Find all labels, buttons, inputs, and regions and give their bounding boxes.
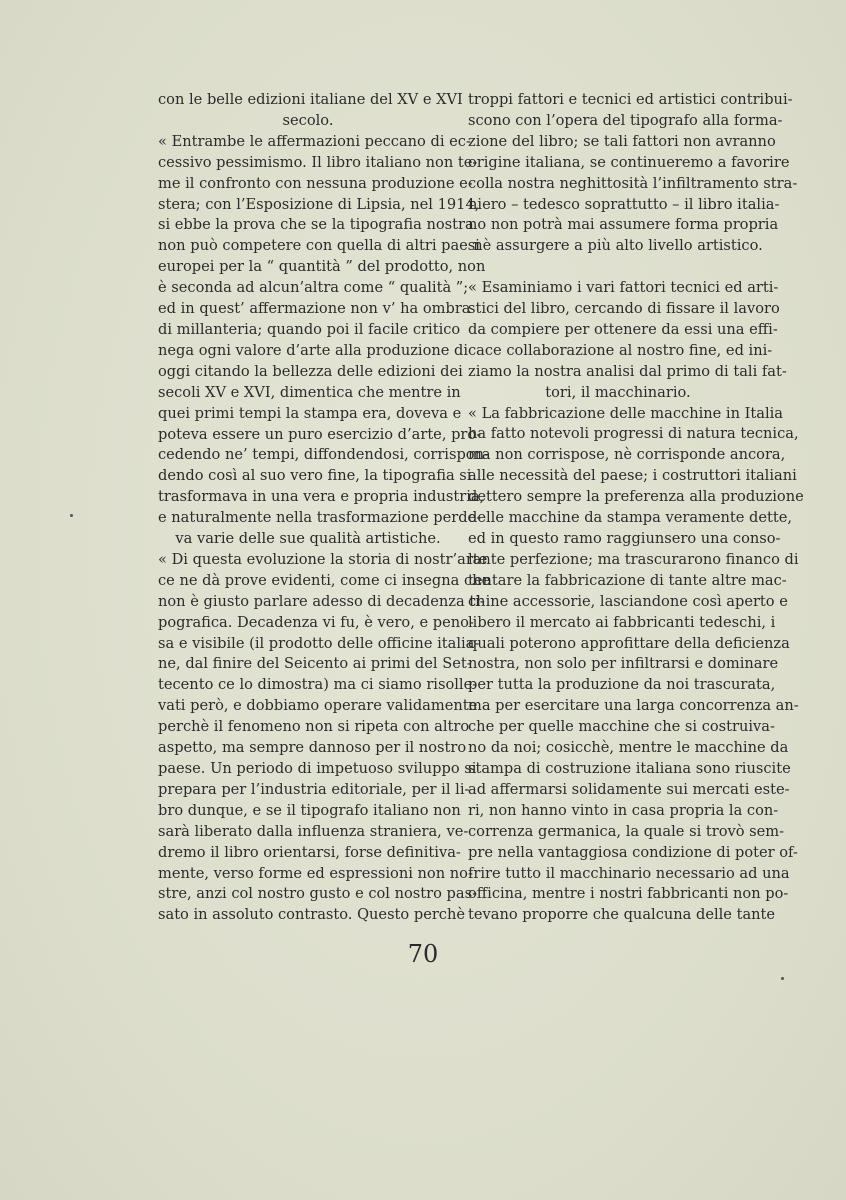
text-line: nostra, non solo per infiltrarsi e dominare: [468, 655, 779, 673]
text-line: prepara per l’industria editoriale, per il li-: [158, 780, 470, 798]
text-line: ad affermarsi solidamente sui mercati este-: [468, 780, 790, 798]
text-line: oggi citando la bellezza delle edizioni dei: [158, 362, 463, 380]
text-line: europei per la “ quantità ” del prodotto, non: [158, 258, 486, 276]
text-line: colla nostra neghittosità l’infiltramento stra-: [468, 174, 798, 192]
text-line: trasformava in una vera e propria industria,: [158, 488, 485, 506]
text-line: delle macchine da stampa veramente dette,: [468, 509, 793, 527]
text-line: vati però, e dobbiamo operare validamente: [158, 697, 478, 715]
text-line: va varie delle sue qualità artistiche.: [175, 530, 441, 548]
text-line: che per quelle macchine che si costruiva-: [468, 718, 775, 736]
text-line: [468, 257, 768, 278]
text-line: ma non corrispose, nè corrisponde ancora,: [468, 446, 786, 464]
text-line: cace collaborazione al nostro fine, ed ini-: [468, 341, 773, 359]
text-line: origine italiana, se continueremo a favorire: [468, 153, 790, 171]
text-line: si ebbe la prova che se la tipografia nostra: [158, 216, 474, 234]
text-line: tecento ce lo dimostra) ma ci siamo risolle-: [158, 676, 478, 694]
text-line: ri, non hanno vinto in casa propria la con-: [468, 801, 779, 819]
text-line: officina, mentre i nostri fabbricanti non po-: [468, 885, 789, 903]
text-line: tevano proporre che qualcuna delle tante: [468, 906, 776, 924]
text-line: lante perfezione; ma trascurarono financo di: [468, 550, 799, 568]
text-line: poteva essere un puro esercizio d’arte, pro-: [158, 425, 482, 443]
text-line: aspetto, ma sempre dannoso per il nostro: [158, 739, 467, 757]
text-line: quei primi tempi la stampa era, doveva e: [158, 404, 462, 422]
text-line: stici del libro, cercando di fissare il lavoro: [468, 300, 780, 318]
text-line: bro dunque, e se il tipografo italiano non: [158, 801, 461, 819]
text-line: stera; con l’Esposizione di Lipsia, nel 1914,: [158, 195, 480, 213]
text-line: secolo.: [282, 111, 334, 129]
text-line: di millanteria; quando poi il facile critico: [158, 320, 461, 338]
text-line: pografica. Decadenza vi fu, è vero, e peno-: [158, 613, 474, 631]
text-line: chine accessorie, lasciandone così aperto e: [468, 592, 788, 610]
text-line: tentare la fabbricazione di tante altre mac-: [468, 571, 787, 589]
text-line: niero – tedesco soprattutto – il libro italia-: [468, 195, 780, 213]
text-line: alle necessità del paese; i costruttori italiani: [468, 467, 797, 485]
text-line: dettero sempre la preferenza alla produzione: [468, 488, 804, 506]
right-text-column: [468, 90, 804, 926]
text-line: cedendo ne’ tempi, diffondendosi, corrispon-: [158, 446, 489, 464]
text-line: zione del libro; se tali fattori non avranno: [468, 132, 776, 150]
text-line: sato in assoluto contrasto. Questo perchè: [158, 906, 466, 924]
text-line: « Entrambe le affermazioni peccano di ec-: [158, 132, 471, 150]
text-line: secoli XV e XVI, dimentica che mentre in: [158, 383, 461, 401]
text-line: ma per esercitare una larga concorrenza an-: [468, 697, 799, 715]
text-line: « Esaminiamo i vari fattori tecnici ed arti-: [468, 279, 779, 297]
text-line: cessivo pessimismo. Il libro italiano non te-: [158, 153, 478, 171]
text-line: ne, dal finire del Seicento ai primi del Set-: [158, 655, 472, 673]
text-line: no non potrà mai assumere forma propria: [468, 216, 779, 234]
text-line: non è giusto parlare adesso di decadenza ti-: [158, 592, 485, 610]
text-line: sa e visibile (il prodotto delle officine italia-: [158, 634, 480, 652]
page-number: 70: [407, 940, 439, 968]
paper-speck: [781, 977, 784, 980]
text-line: e naturalmente nella trasformazione perde-: [158, 509, 482, 527]
text-line: perchè il fenomeno non si ripeta con altro: [158, 718, 470, 736]
text-line: mente, verso forme ed espressioni non no-: [158, 864, 473, 882]
text-line: ce ne dà prove evidenti, come ci insegna che: [158, 571, 491, 589]
text-line: libero il mercato ai fabbricanti tedeschi, i: [468, 613, 776, 631]
paper-speck: [70, 514, 73, 517]
text-line: dendo così al suo vero fine, la tipografia si: [158, 467, 472, 485]
text-line: tori, il macchinario.: [545, 383, 691, 401]
text-line: stampa di costruzione italiana sono riuscite: [468, 759, 791, 777]
text-line: paese. Un periodo di impetuoso sviluppo si: [158, 760, 477, 777]
text-line: dremo il libro orientarsi, forse definitiva-: [158, 843, 461, 861]
text-line: nega ogni valore d’arte alla produzione di: [158, 341, 469, 359]
text-line: no da noi; cosicchè, mentre le macchine da: [468, 739, 789, 757]
left-text-column: [158, 90, 491, 926]
text-line: è seconda ad alcun’altra come “ qualità ”;: [158, 279, 469, 297]
text-line: frire tutto il macchinario necessario ad una: [468, 864, 790, 882]
text-line: non può competere con quella di altri paesi: [158, 237, 480, 255]
text-line: da compiere per ottenere da essi una effi-: [468, 320, 778, 338]
text-line: me il confronto con nessuna produzione e-: [158, 174, 473, 192]
text-line: ha fatto notevoli progressi di natura tecnica,: [468, 425, 799, 443]
text-line: nè assurgere a più alto livello artistico.: [473, 237, 763, 255]
text-line: « Di questa evoluzione la storia di nostr’arte: [158, 550, 488, 568]
text-line: per tutta la produzione da noi trascurata,: [468, 676, 776, 694]
text-line: scono con l’opera del tipografo alla forma-: [468, 111, 783, 129]
text-line: troppi fattori e tecnici ed artistici contribui-: [468, 91, 793, 108]
text-line: « La fabbricazione delle macchine in Italia: [468, 404, 784, 422]
text-line: pre nella vantaggiosa condizione di poter of-: [468, 843, 798, 861]
text-line: quali poterono approfittare della deficienza: [468, 634, 790, 652]
text-line: ed in quest’ affermazione non v’ ha ombra: [158, 300, 471, 318]
text-line: ed in questo ramo raggiunsero una conso-: [468, 530, 781, 548]
text-line: correnza germanica, la quale si trovò sem-: [468, 822, 785, 840]
text-line: stre, anzi col nostro gusto e col nostro pas-: [158, 885, 478, 903]
text-line: con le belle edizioni italiane del XV e XVI: [158, 91, 463, 108]
text-line: sarà liberato dalla influenza straniera, ve-: [158, 822, 469, 840]
text-line: ziamo la nostra analisi dal primo di tali fat-: [468, 362, 787, 380]
